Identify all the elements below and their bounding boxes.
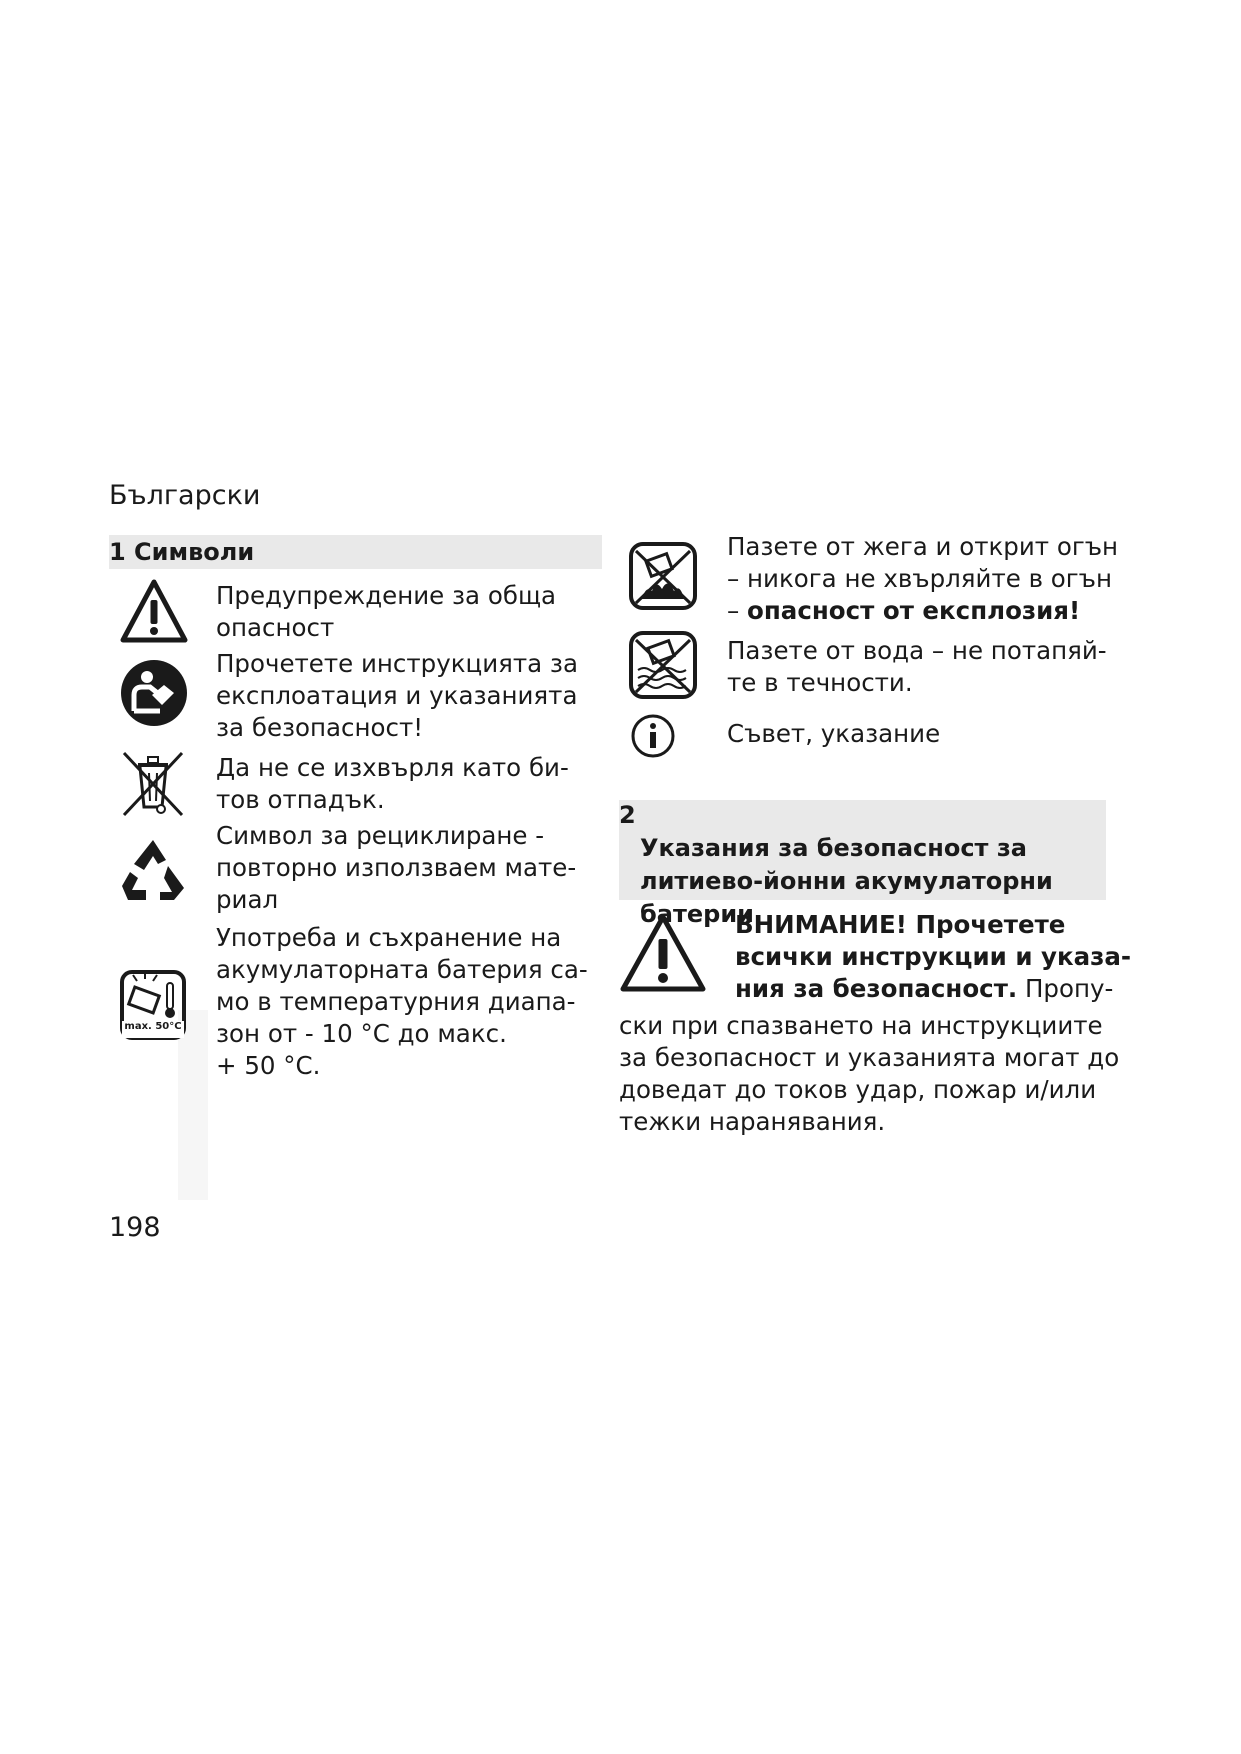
no-water-icon xyxy=(628,630,698,700)
info-icon xyxy=(630,713,676,759)
section2-warning xyxy=(735,909,1131,1005)
right-symbol-text-1 xyxy=(727,531,1118,627)
recycle-icon xyxy=(118,836,188,904)
read-manual-icon xyxy=(120,659,188,727)
crossed-bin-icon xyxy=(120,749,186,819)
section2-number: 2 xyxy=(619,801,636,829)
temperature-icon-label: max. 50°C xyxy=(124,1021,182,1032)
section2-title-text: Указания за безопасност за литиево-йонни акумулаторни батерии xyxy=(640,834,1053,928)
right-symbol-text-1-plain: Пазете от жега и открит огън – никога не хвърляйте в огън – xyxy=(727,532,1119,625)
right-symbol-text-1-bold: опасност от експлозия! xyxy=(747,596,1081,625)
warning-triangle-icon xyxy=(119,578,189,644)
no-fire-icon xyxy=(628,541,698,611)
symbol-text-3: Да не се изхвърля като би- тов отпадък. xyxy=(216,753,569,814)
right-symbol-text-2: Пазете от вода – не потапяй- те в течности. xyxy=(727,636,1107,697)
warning-triangle-icon-large xyxy=(619,913,707,993)
temperature-range-icon xyxy=(119,969,187,1041)
section1-title: 1 Символи xyxy=(109,538,255,566)
section2-warning-bold: ВНИМАНИЕ! Прочетете всички инструкции и указа- ния за безопасност. xyxy=(735,910,1132,1003)
section1-heading xyxy=(109,535,602,569)
symbol-text-1: Предупреждение за обща опасност xyxy=(216,581,557,642)
symbol-text-2: Прочетете инструкцията за експлоатация и указанията за безопасност! xyxy=(216,649,578,742)
section2-body: ски при спазването на инструкциите за безопасност и указанията могат до доведат до токов удар, пожар и/или тежки наранявания. xyxy=(619,1011,1120,1136)
right-symbol-text-3: Съвет, указание xyxy=(727,719,941,748)
page-number: 198 xyxy=(109,1212,161,1243)
symbol-text-5: Употреба и съхранение на акумулаторната батерия са- мо в температурния диапа- зон от - 10 °C до макс. + 50 °C. xyxy=(216,923,588,1080)
language-label: Български xyxy=(109,480,261,511)
symbol-text-4: Символ за рециклиране - повторно използваем мате- риал xyxy=(216,821,577,914)
section2-warning-tail: Пропу- xyxy=(1017,974,1114,1003)
